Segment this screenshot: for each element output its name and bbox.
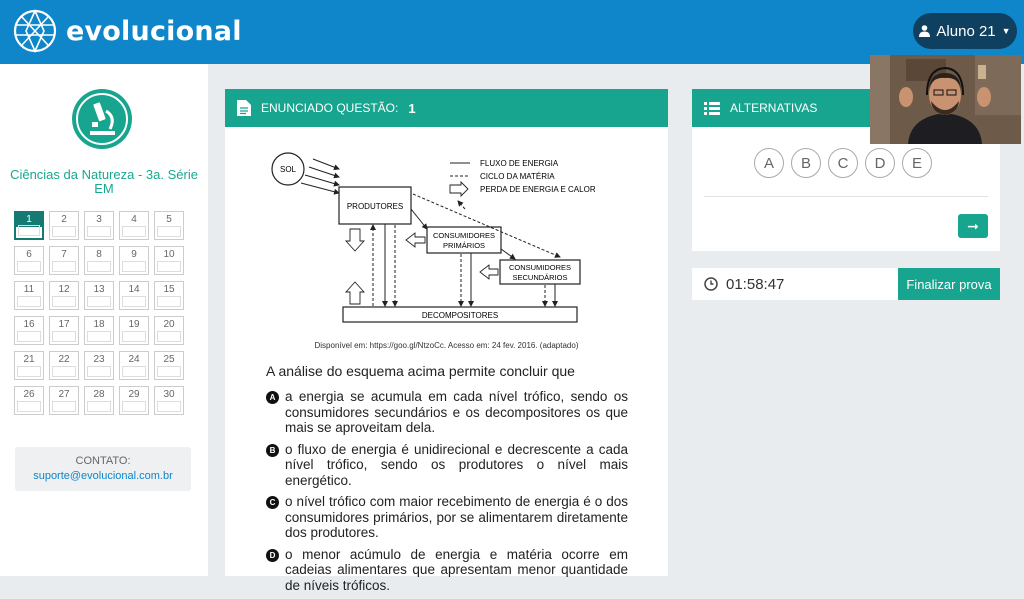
question-nav-number: 20 [163,319,175,330]
question-nav-2[interactable] [49,211,79,240]
question-nav-number: 11 [23,284,35,295]
question-nav-answer-slot [17,366,41,377]
option-d-text: o menor acúmulo de energia e matéria ocorre em cadeias alimentares que apresentam menor quantidade de níveis tróficos. [285,546,628,593]
question-nav-number: 30 [163,389,175,400]
question-nav-number: 3 [96,214,102,225]
question-header [225,89,668,127]
alternative-buttons [754,148,932,178]
question-nav-answer-slot [122,226,146,237]
question-nav-number: 2 [61,214,67,225]
alternative-b-button[interactable]: B [791,148,821,178]
producers-label: PRODUTORES [346,202,404,211]
arrow-right-icon: ➞ [967,217,979,234]
question-nav-number: 8 [96,249,102,260]
legend-loss: PERDA DE ENERGIA E CALOR [480,185,596,194]
question-nav-18[interactable] [84,316,114,345]
question-nav-answer-slot [157,366,181,377]
question-nav-25[interactable] [154,351,184,380]
question-number: 1 [408,100,416,116]
question-nav-5[interactable] [154,211,184,240]
question-nav-number: 18 [93,319,105,330]
option-c-text: o nível trófico com maior recebimento de energia é o dos consumidores primários, por se alimentarem diretamente dos produtores. [285,494,628,540]
question-nav-10[interactable] [154,246,184,275]
question-nav-24[interactable] [119,351,149,380]
question-nav-answer-slot [52,331,76,342]
question-nav-answer-slot [17,401,41,412]
question-nav-answer-slot [52,261,76,272]
contact-email-link[interactable]: suporte@evolucional.com.br [33,470,173,482]
energy-flow-diagram [265,149,625,339]
question-nav-number: 16 [23,319,35,330]
user-menu-button[interactable] [913,13,1017,49]
question-nav-answer-slot [17,261,41,272]
question-nav-number: 29 [128,389,140,400]
question-nav-answer-slot [157,261,181,272]
primary-consumers-label-2: PRIMÁRIOS [442,241,486,250]
diagram-caption: Disponível em: https://goo.gl/NtzoCc. Acesso em: 24 fev. 2016. (adaptado) [314,341,579,350]
globe-icon [12,8,58,54]
brand-logo[interactable] [12,8,242,54]
option-c-badge: C [266,496,279,509]
question-nav-17[interactable] [49,316,79,345]
question-nav-8[interactable] [84,246,114,275]
chevron-down-icon: ▼ [1001,26,1011,36]
question-nav-13[interactable] [84,281,114,310]
question-nav-answer-slot [157,401,181,412]
question-nav-number: 28 [93,389,105,400]
question-nav-number: 26 [23,389,35,400]
legend-loss-arrow [450,182,468,196]
sidebar [0,64,208,576]
sun-label: SOL [279,165,297,174]
question-nav-7[interactable] [49,246,79,275]
list-icon [704,102,720,115]
question-nav-27[interactable] [49,386,79,415]
webcam-video-icon [870,55,1021,144]
question-nav-answer-slot [157,296,181,307]
question-nav-number: 23 [93,354,105,365]
finish-exam-button[interactable]: Finalizar prova [898,268,1000,300]
question-nav-6[interactable] [14,246,44,275]
timer-value: 01:58:47 [726,275,785,293]
question-nav-answer-slot [52,296,76,307]
question-nav-answer-slot [17,296,41,307]
question-nav-answer-slot [87,226,111,237]
question-nav-answer-slot [122,401,146,412]
question-nav-number: 14 [128,284,140,295]
question-nav-29[interactable] [119,386,149,415]
question-nav-14[interactable] [119,281,149,310]
option-b [266,442,628,489]
alternatives-divider [704,196,988,197]
legend-energy: FLUXO DE ENERGIA [480,159,559,168]
contact-box [15,447,191,491]
question-nav-21[interactable] [14,351,44,380]
option-a-text: a energia se acumula em cada nível trófico, sendo os consumidores secundários e os decompositores os que mais se aproveitam dela. [285,389,628,435]
question-nav-number: 13 [93,284,105,295]
question-nav-26[interactable] [14,386,44,415]
legend-matter: CICLO DA MATÉRIA [480,172,555,181]
question-nav-answer-slot [18,225,40,236]
secondary-consumers-label-1: CONSUMIDORES [508,263,572,272]
question-nav-3[interactable] [84,211,114,240]
question-nav-answer-slot [52,366,76,377]
timer [692,268,898,300]
question-nav-number: 17 [58,319,70,330]
option-b-text: o fluxo de energia é unidirecional e decrescente a cada nível trófico, sendo os produtores o nível mais energético. [285,441,628,488]
question-nav-answer-slot [87,366,111,377]
user-icon [919,25,930,37]
alternative-c-button[interactable]: C [828,148,858,178]
question-panel [225,89,668,593]
user-name: Aluno 21 [936,22,996,40]
question-nav-number: 5 [166,214,172,225]
question-nav-number: 12 [58,284,70,295]
question-nav-1[interactable] [14,211,44,240]
option-a-badge: A [266,391,279,404]
contact-label: CONTATO: [75,455,131,467]
brand-name: evolucional [66,15,242,47]
question-nav-number: 21 [23,354,35,365]
question-options [266,389,628,599]
alternative-e-button[interactable]: E [902,148,932,178]
alternative-d-button[interactable]: D [865,148,895,178]
question-nav-number: 27 [58,389,70,400]
question-nav-number: 7 [61,249,67,260]
decomposers-label: DECOMPOSITORES [421,311,499,320]
primary-consumers-label-1: CONSUMIDORES [432,231,496,240]
question-nav-number: 22 [58,354,70,365]
question-nav-answer-slot [122,261,146,272]
option-d [266,547,628,594]
question-nav-answer-slot [157,331,181,342]
question-nav-4[interactable] [119,211,149,240]
question-nav-answer-slot [87,296,111,307]
question-stem: A análise do esquema acima permite concluir que [266,363,575,379]
clock-icon [704,277,718,291]
alternative-a-button[interactable]: A [754,148,784,178]
question-nav-number: 25 [163,354,175,365]
question-nav-number: 19 [128,319,140,330]
question-nav-number: 4 [131,214,137,225]
question-nav-11[interactable] [14,281,44,310]
question-nav-9[interactable] [119,246,149,275]
webcam-overlay [870,55,1021,144]
question-nav-16[interactable] [14,316,44,345]
question-nav-answer-slot [157,226,181,237]
microscope-icon [70,87,134,151]
question-nav-answer-slot [122,331,146,342]
question-nav-number: 15 [163,284,175,295]
question-grid [14,211,188,415]
question-nav-number: 10 [163,249,175,260]
question-nav-20[interactable] [154,316,184,345]
question-nav-answer-slot [87,261,111,272]
question-nav-answer-slot [122,366,146,377]
question-nav-answer-slot [87,401,111,412]
subject-title: Ciências da Natureza - 3a. Série EM [10,167,198,196]
option-a [266,389,628,436]
secondary-consumers-label-2: SECUNDÁRIOS [512,273,568,282]
question-nav-15[interactable] [154,281,184,310]
document-icon [237,100,251,116]
question-nav-answer-slot [52,226,76,237]
question-nav-number: 1 [16,213,42,227]
option-d-badge: D [266,549,279,562]
option-b-badge: B [266,444,279,457]
question-nav-12[interactable] [49,281,79,310]
question-nav-number: 24 [128,354,140,365]
option-c [266,494,628,541]
question-nav-23[interactable] [84,351,114,380]
question-nav-number: 6 [26,249,32,260]
question-nav-answer-slot [52,401,76,412]
question-nav-answer-slot [17,331,41,342]
question-nav-answer-slot [122,296,146,307]
question-nav-30[interactable] [154,386,184,415]
next-question-button[interactable] [958,214,988,238]
alternatives-header-label: ALTERNATIVAS [730,101,818,115]
question-nav-number: 9 [131,249,137,260]
question-header-label: ENUNCIADO QUESTÃO: [261,101,399,115]
question-nav-22[interactable] [49,351,79,380]
question-nav-answer-slot [87,331,111,342]
question-nav-19[interactable] [119,316,149,345]
question-nav-28[interactable] [84,386,114,415]
sun-rays [301,159,339,193]
